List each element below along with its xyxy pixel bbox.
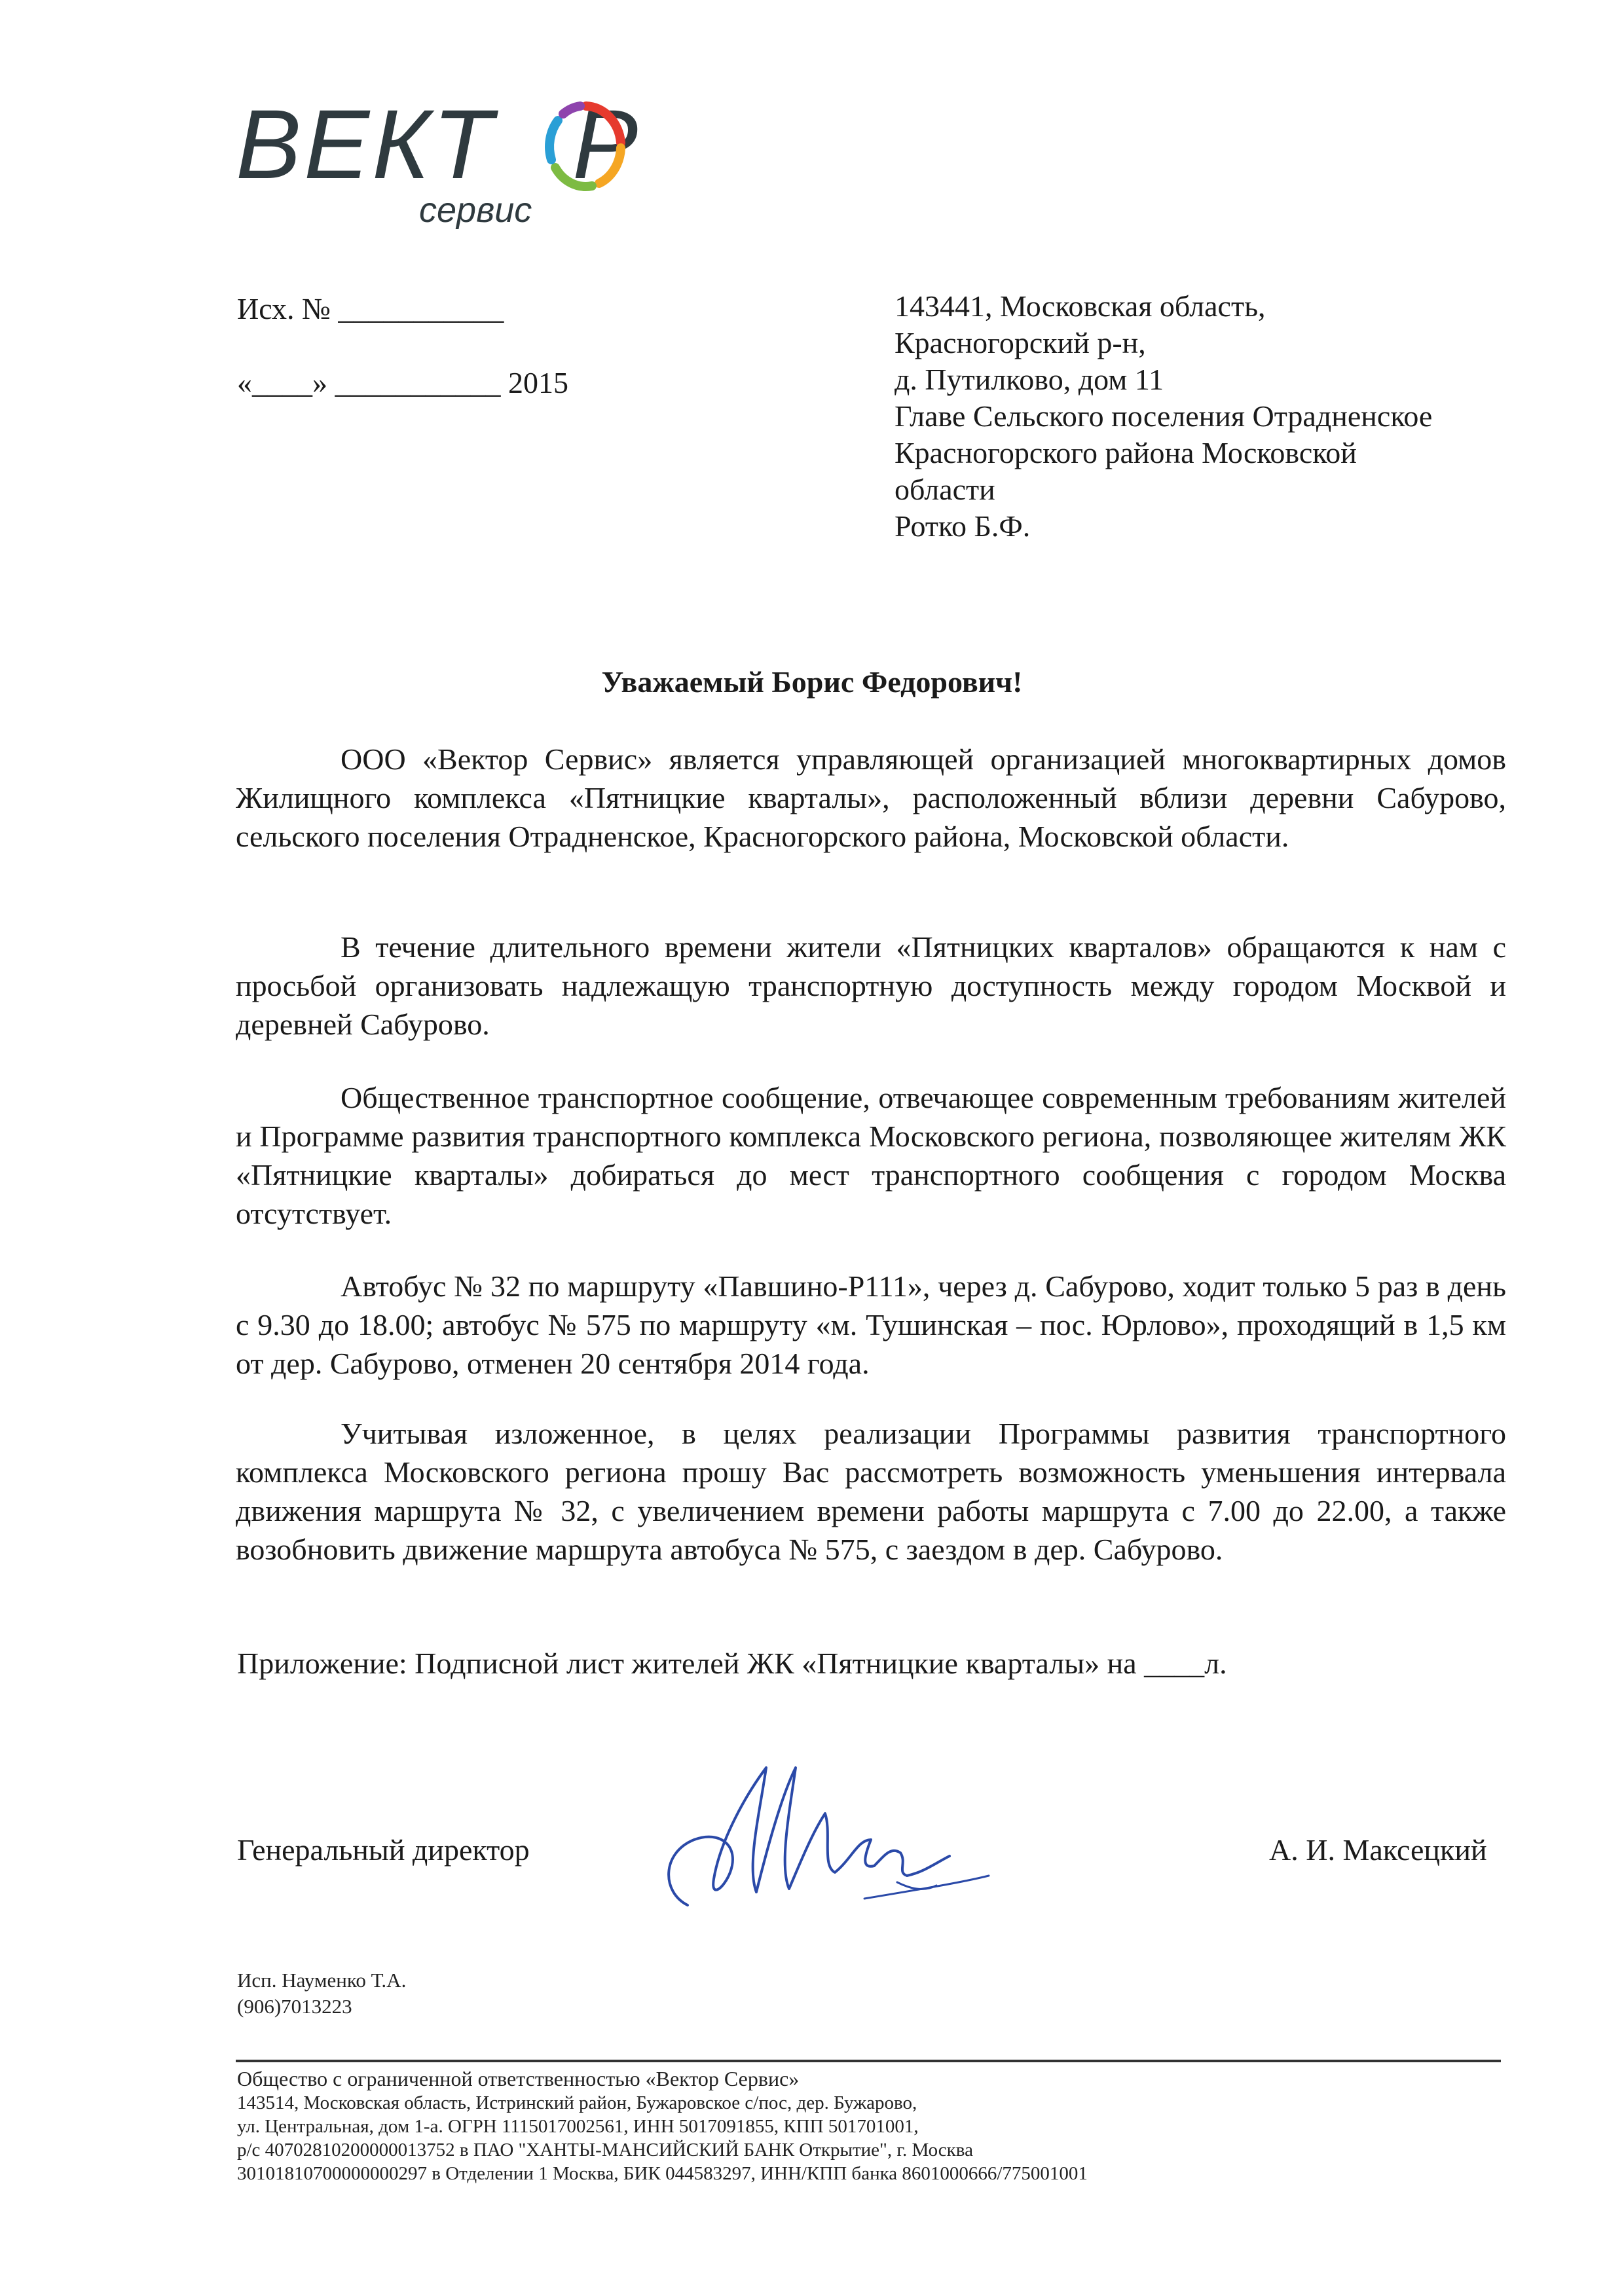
footer-line: ул. Центральная, дом 1-а. ОГРН 1115017002561, ИНН 5017091855, КПП 501701001,	[237, 2116, 919, 2137]
signatory-name: А. И. Максецкий	[1269, 1833, 1487, 1867]
logo-wordmark: ВЕКТ Р	[236, 89, 641, 199]
logo-subtitle: сервис	[419, 191, 532, 230]
recipient-line: д. Путилково, дом 11	[895, 363, 1164, 396]
footer-line: р/с 40702810200000013752 в ПАО "ХАНТЫ-МАНСИЙСКИЙ БАНК Открытие", г. Москва	[237, 2140, 973, 2160]
body-paragraph-4: Автобус № 32 по маршруту «Павшино-Р111», через д. Сабурово, ходит только 5 раз в день с 9.30 до 18.00; автобус № 575 по маршруту «м. Тушинская – пос. Юрлово», проходящий в 1,5 км от дер. Сабурово, отменен 20 сентября 2014 года.	[236, 1269, 1506, 1380]
body-paragraph-1: ООО «Вектор Сервис» является управляющей организацией многоквартирных домов Жилищного комплекса «Пятницкие кварталы», расположенный вблизи деревни Сабурово, сельского поселения Отрадненское, Красногорского района, Московской области.	[236, 742, 1506, 853]
signatory-position: Генеральный директор	[237, 1833, 530, 1867]
footer-company-name: Общество с ограниченной ответственностью «Вектор Сервис»	[237, 2067, 800, 2090]
footer-requisites	[237, 2066, 1088, 2185]
letter-date: «____» ___________ 2015	[237, 366, 568, 399]
executor-name: Исп. Науменко Т.А.	[237, 1969, 407, 1992]
attachment-note: Приложение: Подписной лист жителей ЖК «Пятницкие кварталы» на ____л.	[237, 1647, 1227, 1680]
recipient-name: Ротко Б.Ф.	[895, 509, 1031, 543]
recipient-line: 143441, Московская область,	[895, 289, 1266, 323]
recipient-line: Красногорский р-н,	[895, 326, 1146, 359]
recipient-line: Главе Сельского поселения Отрадненское	[895, 399, 1433, 433]
body-paragraph-5: Учитывая изложенное, в целях реализации Программы развития транспортного комплекса Московского региона прошу Вас рассмотреть возможность уменьшения интервала движения маршрута № 32, с увеличением времени работы маршрута с 7.00 до 22.00, а также возобновить движение маршрута автобуса № 575, с заездом в дер. Сабурово.	[236, 1417, 1506, 1566]
recipient-line: области	[895, 473, 995, 506]
body-paragraph-2: В течение длительного времени жители «Пятницких кварталов» обращаются к нам с просьбой организовать надлежащую транспортную доступность между городом Москвой и деревней Сабурово.	[236, 930, 1506, 1041]
salutation: Уважаемый Борис Федорович!	[601, 665, 1023, 699]
recipient-line: Красногорского района Московской	[895, 436, 1357, 469]
footer-divider	[236, 2060, 1501, 2062]
footer-line: 30101810700000000297 в Отделении 1 Москва, БИК 044583297, ИНН/КПП банка 8601000666/775001001	[237, 2163, 1088, 2184]
footer-line: 143514, Московская область, Истринский район, Бужаровское с/пос, дер. Бужарово,	[237, 2092, 917, 2113]
recipient-block	[895, 288, 1432, 545]
handwritten-signature	[648, 1741, 1002, 1925]
logo-ring-icon	[544, 97, 629, 195]
body-paragraph-3: Общественное транспортное сообщение, отвечающее современным требованиям жителей и Программе развития транспортного комплекса Московского региона, позволяющее жителям ЖК «Пятницкие кварталы» добираться до мест транспортного сообщения с городом Москва отсутствует.	[236, 1081, 1506, 1230]
company-logo	[236, 85, 681, 229]
executor-phone: (906)7013223	[237, 1995, 352, 2018]
outgoing-number: Исх. № ___________	[237, 292, 504, 325]
